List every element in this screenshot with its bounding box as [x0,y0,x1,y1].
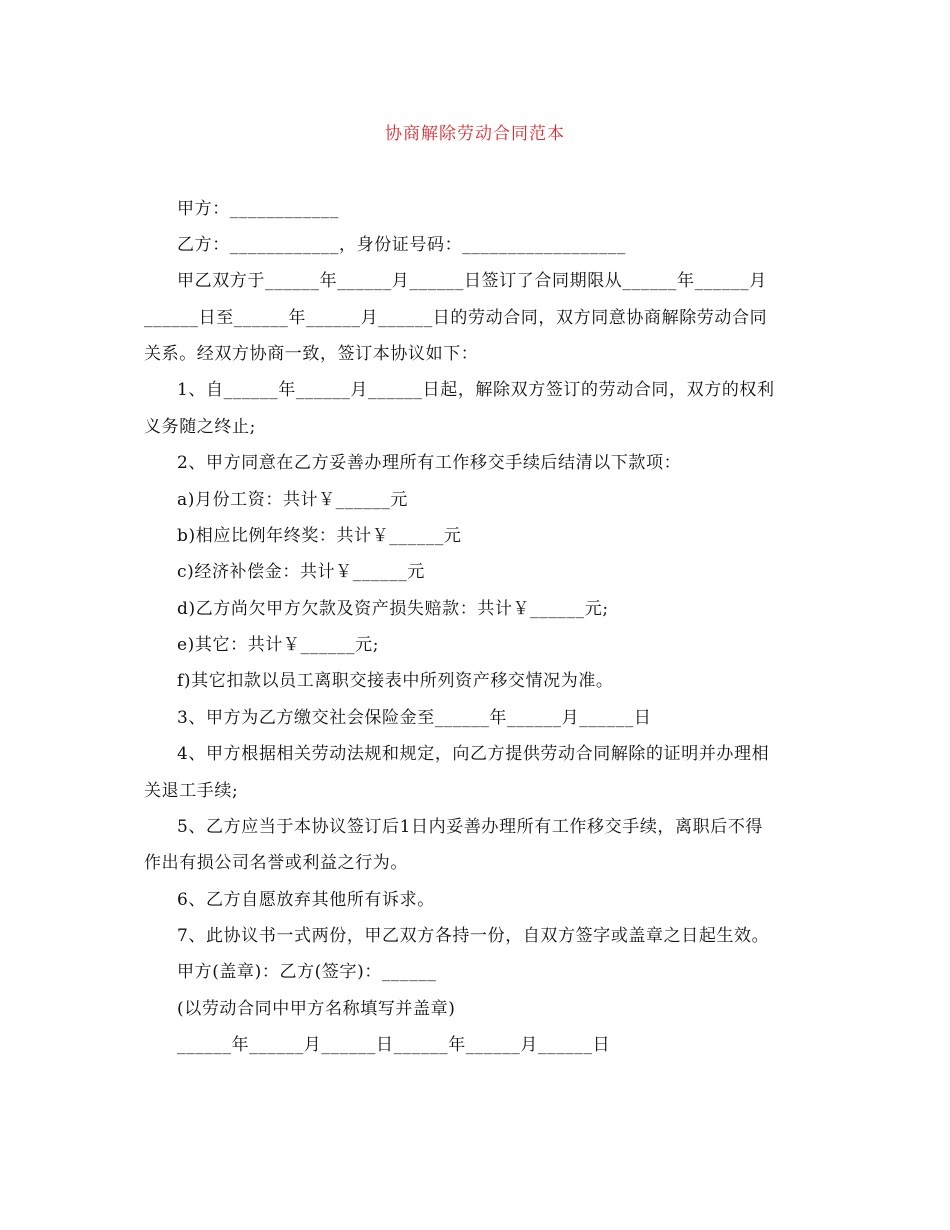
clause-1-line-1: 1、自______年______月______日起，解除双方签订的劳动合同，双方的权利 [177,380,775,400]
party-b-line: 乙方：____________，身份证号码：__________________ [177,235,626,255]
clause-3: 3、甲方为乙方缴交社会保险金至______年______月______日 [177,708,652,728]
intro-paragraph-line-3: 关系。经双方协商一致，签订本协议如下： [144,344,479,364]
clause-2e: e)其它：共计￥______元; [177,635,380,655]
clause-5-line-1: 5、乙方应当于本协议签订后1日内妥善办理所有工作移交手续，离职后不得 [177,817,764,837]
clause-2a: a)月份工资：共计￥______元 [177,490,408,510]
intro-paragraph-line-1: 甲乙双方于______年______月______日签订了合同期限从______年______月 [177,271,767,291]
clause-2b: b)相应比例年终奖：共计￥______元 [177,526,462,546]
clause-6: 6、乙方自愿放弃其他所有诉求。 [177,890,435,910]
clause-4-line-2: 关退工手续; [144,781,239,801]
document-title: 协商解除劳动合同范本 [385,124,565,144]
signature-note: (以劳动合同中甲方名称填写并盖章) [177,999,456,1019]
date-line: ______年______月______日______年______月______日 [177,1035,611,1055]
clause-2d: d)乙方尚欠甲方欠款及资产损失赔款：共计￥______元; [177,599,609,619]
intro-paragraph-line-2: ______日至______年______月______日的劳动合同，双方同意协商解除劳动合同 [144,308,768,328]
clause-2c: c)经济补偿金：共计￥______元 [177,562,425,582]
clause-1-line-2: 义务随之终止; [144,417,256,437]
clause-2: 2、甲方同意在乙方妥善办理所有工作移交手续后结清以下款项： [177,453,682,473]
signature-line: 甲方(盖章)：乙方(签字)：______ [177,962,437,982]
party-a-line: 甲方：____________ [177,199,339,219]
clause-7: 7、此协议书一式两份，甲乙双方各持一份，自双方签字或盖章之日起生效。 [177,926,770,946]
clause-2f: f)其它扣款以员工离职交接表中所列资产移交情况为准。 [177,671,614,691]
clause-4-line-1: 4、甲方根据相关劳动法规和规定，向乙方提供劳动合同解除的证明并办理相 [177,744,770,764]
clause-5-line-2: 作出有损公司名誉或利益之行为。 [144,853,408,873]
